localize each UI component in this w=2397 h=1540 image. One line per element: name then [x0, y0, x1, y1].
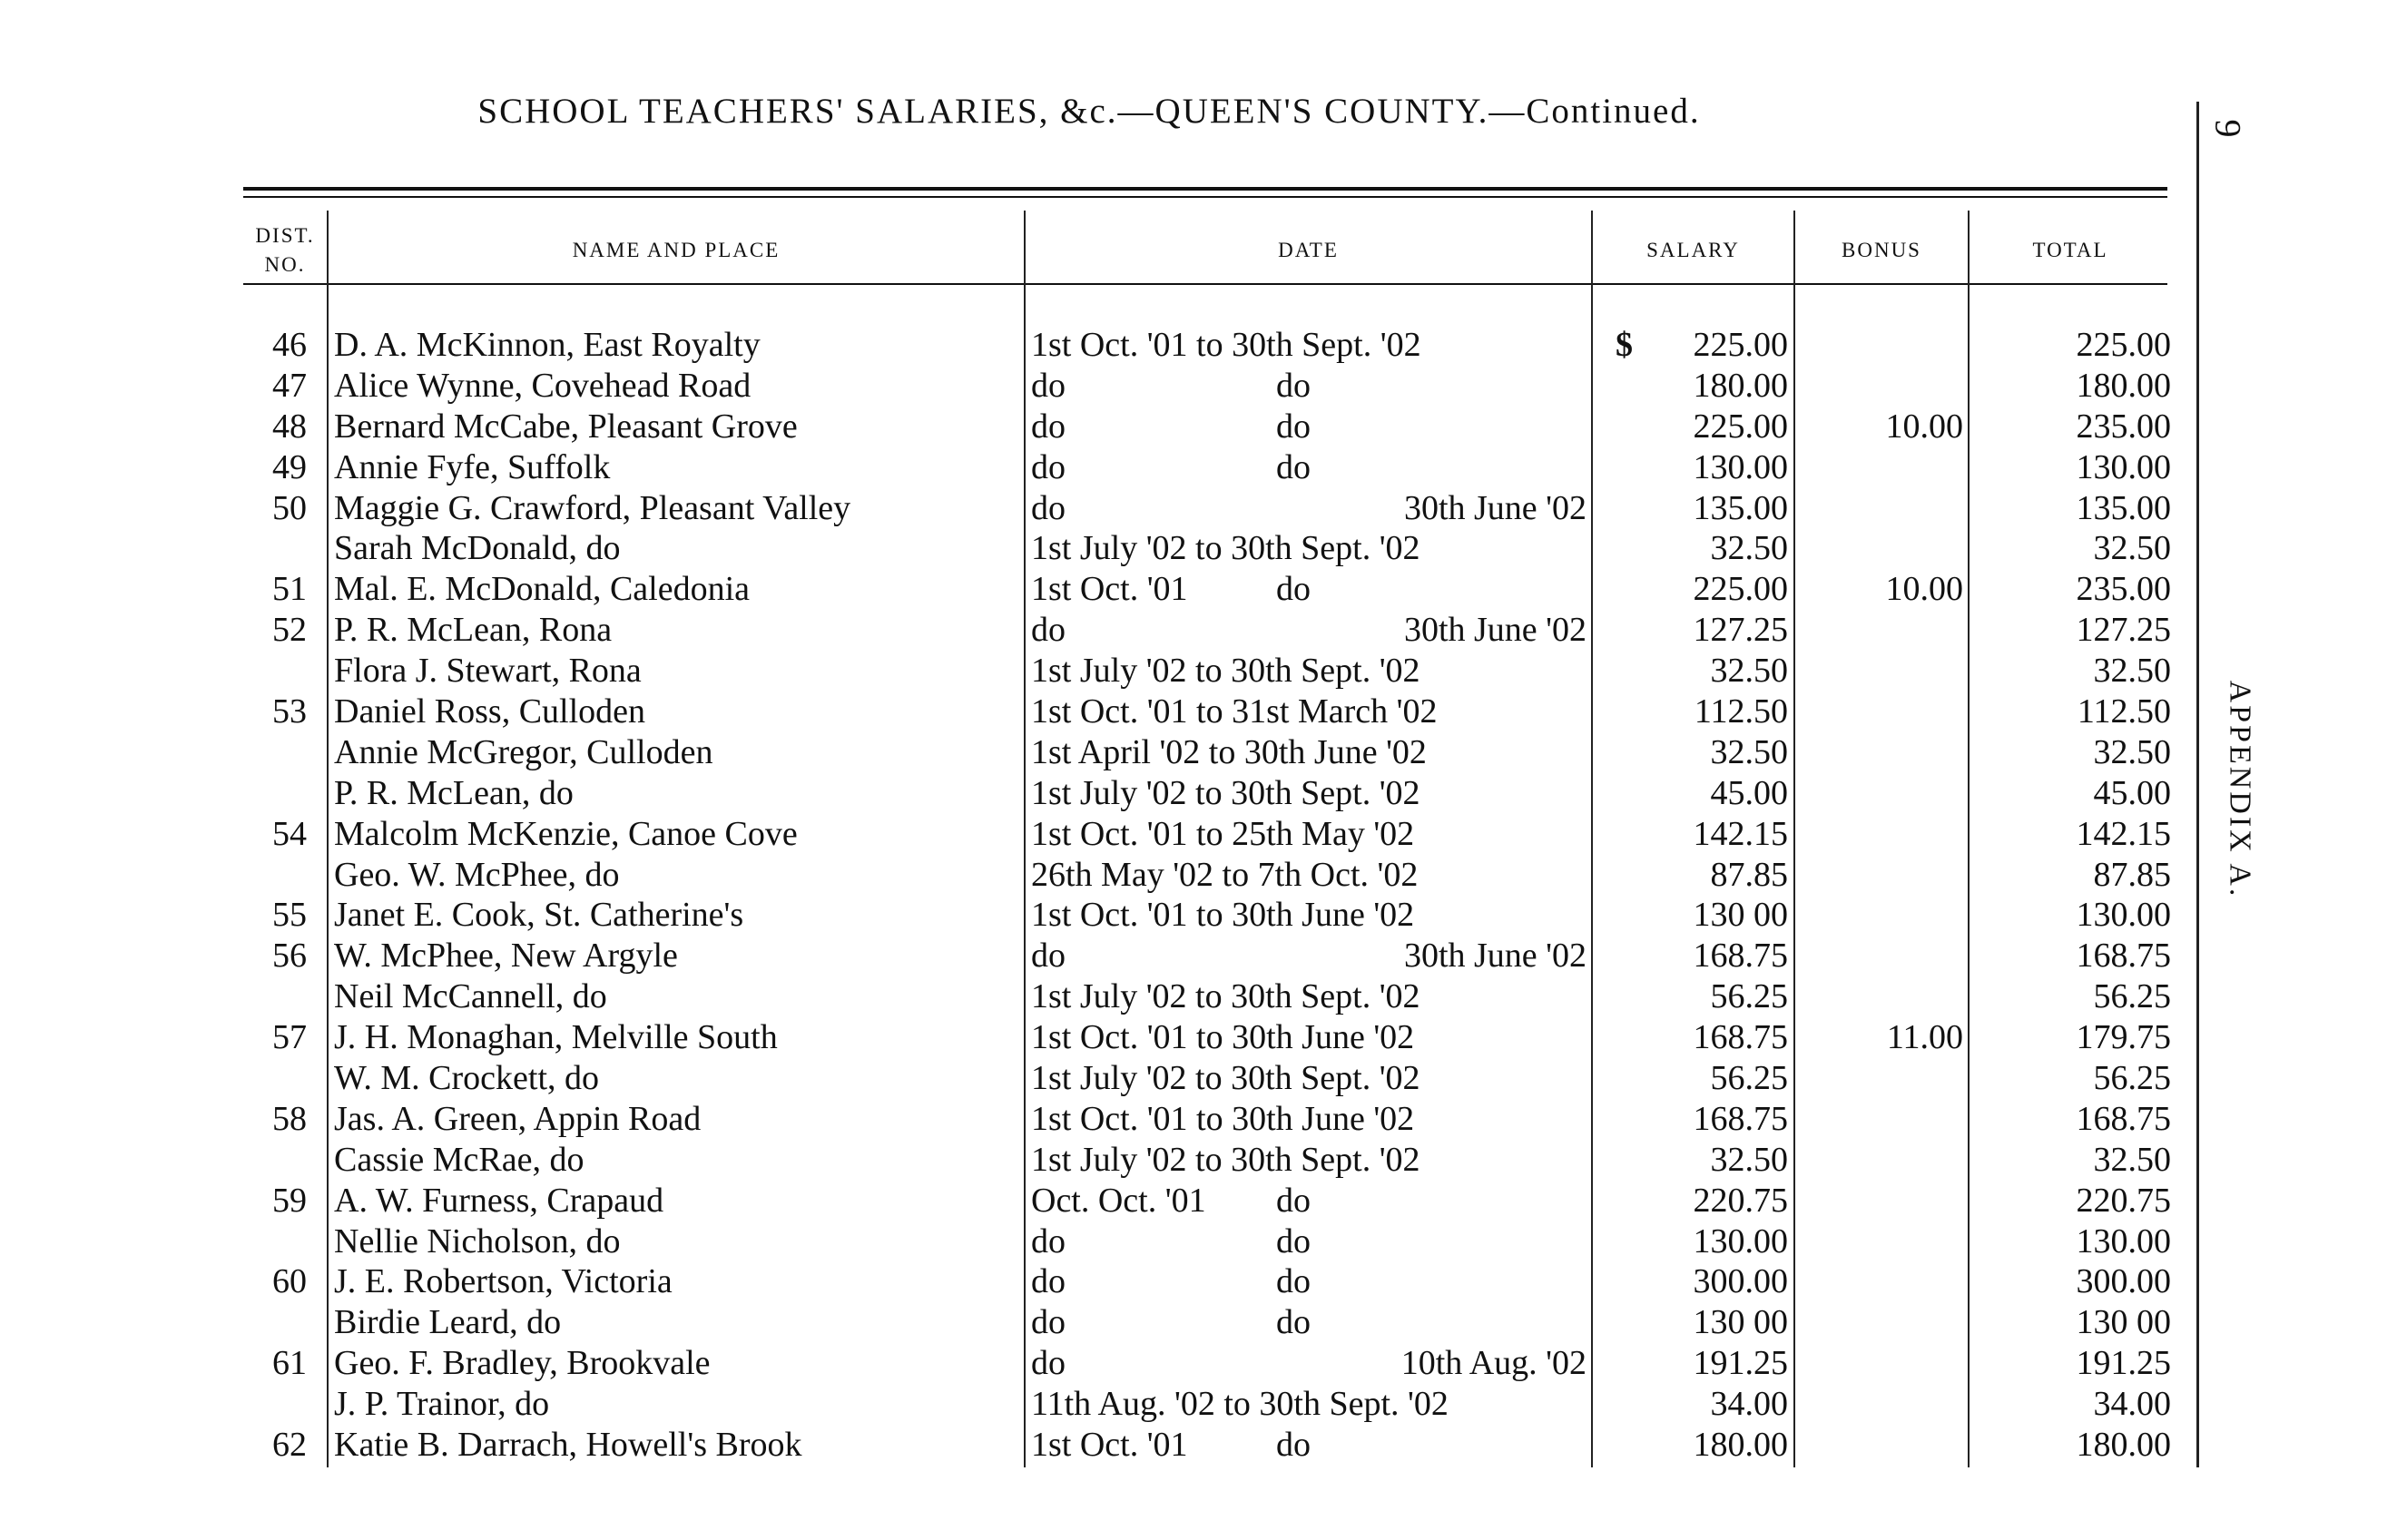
date-start: do: [1031, 611, 1066, 650]
name-place: Nellie Nicholson, do: [334, 1221, 621, 1260]
page-title: SCHOOL TEACHERS' SALARIES, &c.—QUEEN'S COUNTY.—Continued.: [477, 92, 1701, 131]
salary-value: 135.00: [1693, 488, 1788, 527]
salary-value: 180.00: [1693, 366, 1788, 405]
date-start: 1st July '02 to 30th Sept. '02: [1031, 529, 1420, 568]
table-row: [0, 1099, 2397, 1140]
total-value: 180.00: [2076, 1426, 2171, 1465]
total-value: 300.00: [2076, 1262, 2171, 1301]
name-place: Bernard McCabe, Pleasant Grove: [334, 407, 798, 446]
dist-number: 46: [272, 326, 307, 364]
total-value: 179.75: [2076, 1018, 2171, 1057]
table-row: [0, 1384, 2397, 1425]
salary-value: 45.00: [1710, 773, 1788, 812]
date-mid: do: [1276, 447, 1311, 486]
date-start: do: [1031, 366, 1066, 405]
table-row: [0, 1221, 2397, 1262]
salary-value: 168.75: [1693, 1018, 1788, 1057]
dist-number: 51: [272, 570, 307, 609]
dist-number: 50: [272, 488, 307, 527]
dist-number: 59: [272, 1181, 307, 1220]
top-double-rule-thick: [243, 187, 2167, 191]
name-place: Birdie Leard, do: [334, 1303, 562, 1342]
date-start: do: [1031, 488, 1066, 527]
table-row: [0, 692, 2397, 732]
total-value: 135.00: [2076, 488, 2171, 527]
salary-value: 300.00: [1693, 1262, 1788, 1301]
total-value: 180.00: [2076, 366, 2171, 405]
salary-value: 168.75: [1693, 937, 1788, 976]
date-end: 30th June '02: [1403, 611, 1587, 650]
date-start: 1st Oct. '01 to 30th Sept. '02: [1031, 326, 1421, 364]
date-start: 1st Oct. '01: [1031, 570, 1188, 609]
name-place: Geo. F. Bradley, Brookvale: [334, 1344, 711, 1383]
salary-value: 220.75: [1693, 1181, 1788, 1220]
date-start: 1st Oct. '01 to 30th June '02: [1031, 1099, 1415, 1138]
header-date: DATE: [1278, 238, 1339, 261]
total-value: 56.25: [2093, 977, 2171, 1016]
date-start: do: [1031, 1303, 1066, 1342]
dist-number: 49: [272, 447, 307, 486]
salary-value: 34.00: [1710, 1385, 1788, 1424]
date-mid: do: [1276, 366, 1311, 405]
total-value: 45.00: [2093, 773, 2171, 812]
table-row: [0, 569, 2397, 610]
name-place: Cassie McRae, do: [334, 1140, 585, 1179]
table-row: [0, 1058, 2397, 1099]
salary-value: 130.00: [1693, 1221, 1788, 1260]
salary-value: 112.50: [1694, 692, 1788, 731]
header-bonus: BONUS: [1842, 238, 1921, 261]
total-value: 130 00: [2076, 1303, 2171, 1342]
table-row: [0, 936, 2397, 976]
date-start: 1st Oct. '01 to 31st March '02: [1031, 692, 1438, 731]
total-value: 87.85: [2093, 855, 2171, 894]
table-row: [0, 1261, 2397, 1302]
date-start: do: [1031, 407, 1066, 446]
name-place: Jas. A. Green, Appin Road: [334, 1099, 702, 1138]
header-dist-no: [243, 218, 327, 283]
name-place: Annie McGregor, Culloden: [334, 732, 713, 771]
table-row: [0, 407, 2397, 447]
date-start: 1st Oct. '01 to 30th June '02: [1031, 896, 1415, 935]
name-place: Geo. W. McPhee, do: [334, 855, 620, 894]
table-row: [0, 732, 2397, 773]
salary-value: 32.50: [1710, 529, 1788, 568]
top-double-rule-thin: [243, 196, 2167, 198]
appendix-label-text: APPENDIX A.: [2223, 680, 2256, 899]
dist-number: 57: [272, 1018, 307, 1057]
table-row: [0, 488, 2397, 529]
name-place: P. R. McLean, Rona: [334, 611, 613, 650]
date-start: 1st July '02 to 30th Sept. '02: [1031, 977, 1420, 1016]
name-place: Flora J. Stewart, Rona: [334, 652, 642, 691]
date-start: 1st Oct. '01 to 25th May '02: [1031, 814, 1415, 853]
name-place: J. P. Trainor, do: [334, 1385, 550, 1424]
table-row: [0, 895, 2397, 936]
date-start: 1st Oct. '01: [1031, 1426, 1188, 1465]
name-place: D. A. McKinnon, East Royalty: [334, 326, 761, 364]
table-row: [0, 814, 2397, 855]
date-mid: do: [1276, 570, 1311, 609]
date-end: 10th Aug. '02: [1400, 1344, 1587, 1383]
name-place: J. H. Monaghan, Melville South: [334, 1018, 778, 1057]
date-start: 1st July '02 to 30th Sept. '02: [1031, 1140, 1420, 1179]
salary-value: 56.25: [1710, 977, 1788, 1016]
header-dist: DIST.: [255, 223, 315, 247]
total-value: 130.00: [2076, 896, 2171, 935]
total-value: 168.75: [2076, 1099, 2171, 1138]
date-start: do: [1031, 1344, 1066, 1383]
total-value: 168.75: [2076, 937, 2171, 976]
page-number: 9: [2207, 119, 2249, 138]
total-value: 225.00: [2076, 326, 2171, 364]
table-row: [0, 855, 2397, 896]
salary-value: 180.00: [1693, 1426, 1788, 1465]
dist-number: 61: [272, 1344, 307, 1383]
name-place: A. W. Furness, Crapaud: [334, 1181, 664, 1220]
total-value: 32.50: [2093, 529, 2171, 568]
total-value: 112.50: [2077, 692, 2171, 731]
total-value: 34.00: [2093, 1385, 2171, 1424]
dist-number: 56: [272, 937, 307, 976]
salary-value: 130.00: [1693, 447, 1788, 486]
date-mid: do: [1276, 1426, 1311, 1465]
header-bottom-rule: [243, 283, 2167, 285]
total-value: 56.25: [2093, 1059, 2171, 1098]
dist-number: 48: [272, 407, 307, 446]
salary-value: 225.00: [1693, 326, 1788, 364]
salary-value: 56.25: [1710, 1059, 1788, 1098]
total-value: 191.25: [2076, 1344, 2171, 1383]
dist-number: 62: [272, 1426, 307, 1465]
name-place: Maggie G. Crawford, Pleasant Valley: [334, 488, 851, 527]
total-value: 32.50: [2093, 1140, 2171, 1179]
salary-value: 168.75: [1693, 1099, 1788, 1138]
date-start: do: [1031, 1262, 1066, 1301]
name-place: Katie B. Darrach, Howell's Brook: [334, 1426, 802, 1465]
name-place: Janet E. Cook, St. Catherine's: [334, 896, 744, 935]
name-place: P. R. McLean, do: [334, 773, 574, 812]
name-place: Neil McCannell, do: [334, 977, 607, 1016]
dist-number: 54: [272, 814, 307, 853]
dist-number: 47: [272, 366, 307, 405]
date-start: Oct. Oct. '01: [1031, 1181, 1206, 1220]
total-value: 32.50: [2093, 652, 2171, 691]
table-row: [0, 1140, 2397, 1181]
table-row: [0, 1017, 2397, 1058]
dist-number: 58: [272, 1099, 307, 1138]
header-total: TOTAL: [2032, 238, 2108, 261]
table-row: [0, 366, 2397, 407]
date-start: do: [1031, 1221, 1066, 1260]
salary-value: 142.15: [1693, 814, 1788, 853]
date-start: 1st July '02 to 30th Sept. '02: [1031, 652, 1420, 691]
table-row: [0, 1425, 2397, 1466]
name-place: Daniel Ross, Culloden: [334, 692, 646, 731]
dollar-sign: $: [1616, 326, 1633, 364]
dist-number: 60: [272, 1262, 307, 1301]
table-row: [0, 325, 2397, 366]
total-value: 235.00: [2076, 570, 2171, 609]
table-row: [0, 1302, 2397, 1343]
dist-number: 55: [272, 896, 307, 935]
date-start: 1st Oct. '01 to 30th June '02: [1031, 1018, 1415, 1057]
date-start: do: [1031, 937, 1066, 976]
salary-value: 225.00: [1693, 407, 1788, 446]
name-place: Alice Wynne, Covehead Road: [334, 366, 752, 405]
dist-number: 53: [272, 692, 307, 731]
header-no: NO.: [264, 253, 306, 276]
table-row: [0, 773, 2397, 814]
salary-value: 87.85: [1710, 855, 1788, 894]
salary-value: 225.00: [1693, 570, 1788, 609]
date-mid: do: [1276, 407, 1311, 446]
name-place: W. M. Crockett, do: [334, 1059, 600, 1098]
salary-value: 32.50: [1710, 1140, 1788, 1179]
header-name-place: NAME AND PLACE: [572, 238, 781, 261]
date-start: 1st July '02 to 30th Sept. '02: [1031, 1059, 1420, 1098]
salary-value: 127.25: [1693, 611, 1788, 650]
dist-number: 52: [272, 611, 307, 650]
name-place: J. E. Robertson, Victoria: [334, 1262, 673, 1301]
date-start: 1st July '02 to 30th Sept. '02: [1031, 773, 1420, 812]
salary-value: 130 00: [1693, 1303, 1788, 1342]
bonus-value: 10.00: [1885, 570, 1963, 609]
date-start: 11th Aug. '02 to 30th Sept. '02: [1031, 1385, 1449, 1424]
bonus-value: 10.00: [1885, 407, 1963, 446]
table-row: [0, 651, 2397, 692]
name-place: Annie Fyfe, Suffolk: [334, 447, 611, 486]
name-place: Mal. E. McDonald, Caledonia: [334, 570, 751, 609]
total-value: 130.00: [2076, 1221, 2171, 1260]
salary-table-body: [0, 325, 2397, 1466]
name-place: W. McPhee, New Argyle: [334, 937, 678, 976]
table-row: [0, 447, 2397, 488]
name-place: Sarah McDonald, do: [334, 529, 621, 568]
date-end: 30th June '02: [1403, 488, 1587, 527]
date-start: 26th May '02 to 7th Oct. '02: [1031, 855, 1419, 894]
table-row: [0, 1181, 2397, 1221]
salary-value: 32.50: [1710, 732, 1788, 771]
total-value: 32.50: [2093, 732, 2171, 771]
salary-value: 32.50: [1710, 652, 1788, 691]
table-row: [0, 528, 2397, 569]
total-value: 127.25: [2076, 611, 2171, 650]
date-start: 1st April '02 to 30th June '02: [1031, 732, 1427, 771]
salary-value: 130 00: [1693, 896, 1788, 935]
bonus-value: 11.00: [1886, 1018, 1963, 1057]
total-value: 220.75: [2076, 1181, 2171, 1220]
date-start: do: [1031, 447, 1066, 486]
date-mid: do: [1276, 1303, 1311, 1342]
date-mid: do: [1276, 1181, 1311, 1220]
total-value: 130.00: [2076, 447, 2171, 486]
salary-value: 191.25: [1693, 1344, 1788, 1383]
table-row: [0, 610, 2397, 651]
table-row: [0, 976, 2397, 1017]
table-row: [0, 1343, 2397, 1384]
date-mid: do: [1276, 1221, 1311, 1260]
header-salary: SALARY: [1646, 238, 1740, 261]
total-value: 142.15: [2076, 814, 2171, 853]
date-end: 30th June '02: [1403, 937, 1587, 976]
name-place: Malcolm McKenzie, Canoe Cove: [334, 814, 798, 853]
date-mid: do: [1276, 1262, 1311, 1301]
total-value: 235.00: [2076, 407, 2171, 446]
